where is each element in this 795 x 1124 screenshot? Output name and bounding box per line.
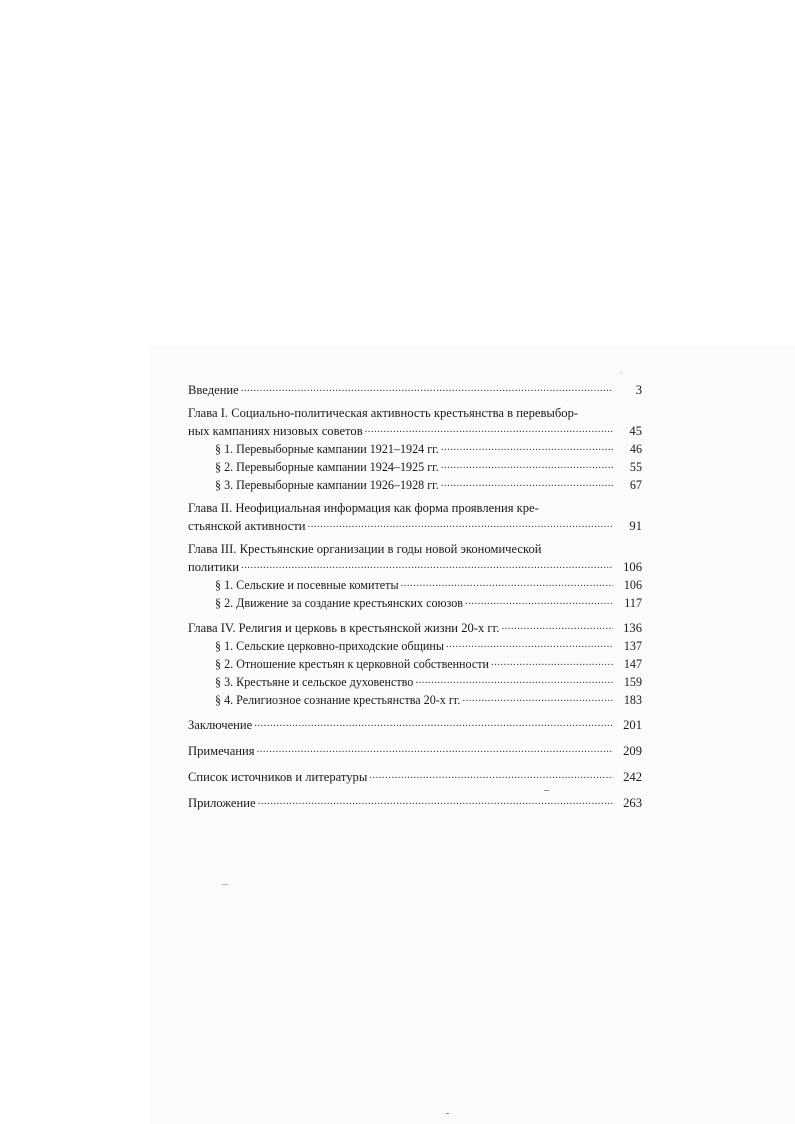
toc-entry-title: Заключение (188, 718, 253, 732)
toc-entry-chapter-4[interactable] (188, 618, 642, 636)
scan-speck (620, 372, 622, 373)
toc-page-number: 183 (623, 693, 642, 707)
dot-leader (441, 457, 613, 471)
toc-entry-title-continued: политики (188, 560, 239, 574)
toc-entry-title: § 2. Движение за создание крестьянских союзов (215, 596, 463, 610)
toc-entry-title: § 3. Перевыборные кампании 1926–1928 гг. (215, 478, 439, 492)
toc-entry-title: § 4. Религиозное сознание крестьянства 20-х гг. (215, 693, 461, 707)
dot-leader (441, 475, 613, 489)
toc-entry-section-1-2[interactable] (215, 457, 642, 475)
scan-speck (544, 790, 549, 791)
toc-entry-appendix[interactable] (188, 793, 642, 811)
toc-page-number: 3 (635, 383, 642, 397)
dot-leader (446, 636, 613, 650)
toc-page-number: 106 (623, 578, 642, 592)
toc-entry-section-1-1[interactable] (215, 439, 642, 457)
toc-page-number: 46 (629, 442, 642, 456)
toc-entry-section-1-3[interactable] (215, 475, 642, 493)
toc-entry-section-4-4[interactable] (215, 690, 642, 708)
dot-leader (369, 767, 613, 781)
dot-leader (257, 741, 613, 755)
toc-entry-title: Глава II. Неофициальная информация как форма проявления кре- (188, 501, 539, 515)
dot-leader (258, 793, 613, 807)
toc-entry-title: § 1. Сельские и посевные комитеты (215, 578, 399, 592)
toc-entry-notes[interactable] (188, 741, 642, 759)
dot-leader (465, 593, 613, 607)
toc-page-number: 209 (623, 744, 642, 758)
toc-page-number: 242 (623, 770, 642, 784)
toc-page-number: 67 (629, 478, 642, 492)
toc-page-number: 147 (623, 657, 642, 671)
toc-entry-title: § 3. Крестьяне и сельское духовенство (215, 675, 414, 689)
toc-entry-title: Глава I. Социально-политическая активность крестьянства в перевыбор- (188, 406, 579, 420)
toc-entry-title: § 2. Отношение крестьян к церковной собственности (215, 657, 489, 671)
toc-page-number: 263 (623, 796, 642, 810)
scan-speck (446, 1113, 449, 1114)
toc-page-number: 201 (623, 718, 642, 732)
dot-leader (241, 380, 613, 394)
toc-entry-title-continued: стьянской активности (188, 519, 306, 533)
dot-leader (462, 690, 613, 704)
dot-leader (401, 575, 613, 589)
toc-entry-title: § 1. Сельские церковно-приходские общины (215, 639, 444, 653)
toc-page-number: 91 (629, 519, 642, 533)
toc-page-number: 117 (624, 596, 642, 610)
toc-page-number: 55 (629, 460, 642, 474)
toc-entry-section-3-1[interactable] (215, 575, 642, 593)
toc-entry-title: Глава IV. Религия и церковь в крестьянской жизни 20-х гг. (188, 621, 500, 635)
toc-entry-title: Примечания (188, 744, 255, 758)
dot-leader (241, 557, 613, 571)
toc-entry-conclusion[interactable] (188, 715, 642, 733)
table-of-contents (188, 380, 642, 811)
toc-entry-section-4-1[interactable] (215, 636, 642, 654)
toc-entry-title: Глава III. Крестьянские организации в годы новой экономической (188, 542, 542, 556)
dot-leader (491, 654, 613, 668)
dot-leader (365, 421, 613, 435)
toc-entry-sources[interactable] (188, 767, 642, 785)
toc-entry-chapter-2[interactable] (188, 500, 642, 534)
dot-leader (415, 672, 613, 686)
toc-page-number: 106 (623, 560, 642, 574)
toc-entry-intro[interactable] (188, 380, 642, 398)
toc-entry-title: § 1. Перевыборные кампании 1921–1924 гг. (215, 442, 439, 456)
toc-entry-chapter-3[interactable] (188, 541, 642, 575)
toc-entry-section-3-2[interactable] (215, 593, 642, 611)
toc-entry-section-4-2[interactable] (215, 654, 642, 672)
scan-speck (222, 884, 228, 885)
toc-entry-title: Приложение (188, 796, 256, 810)
toc-entry-title: § 2. Перевыборные кампании 1924–1925 гг. (215, 460, 439, 474)
toc-page-number: 159 (623, 675, 642, 689)
dot-leader (308, 516, 613, 530)
toc-page-number: 45 (629, 424, 642, 438)
toc-entry-section-4-3[interactable] (215, 672, 642, 690)
toc-page-number: 136 (623, 621, 642, 635)
toc-entry-title: Список источников и литературы (188, 770, 368, 784)
toc-entry-chapter-1[interactable] (188, 405, 642, 439)
toc-entry-title: Введение (188, 383, 239, 397)
toc-entry-title-continued: ных кампаниях низовых советов (188, 424, 363, 438)
dot-leader (441, 439, 613, 453)
toc-page-number: 137 (623, 639, 642, 653)
dot-leader (254, 715, 613, 729)
dot-leader (501, 618, 613, 632)
